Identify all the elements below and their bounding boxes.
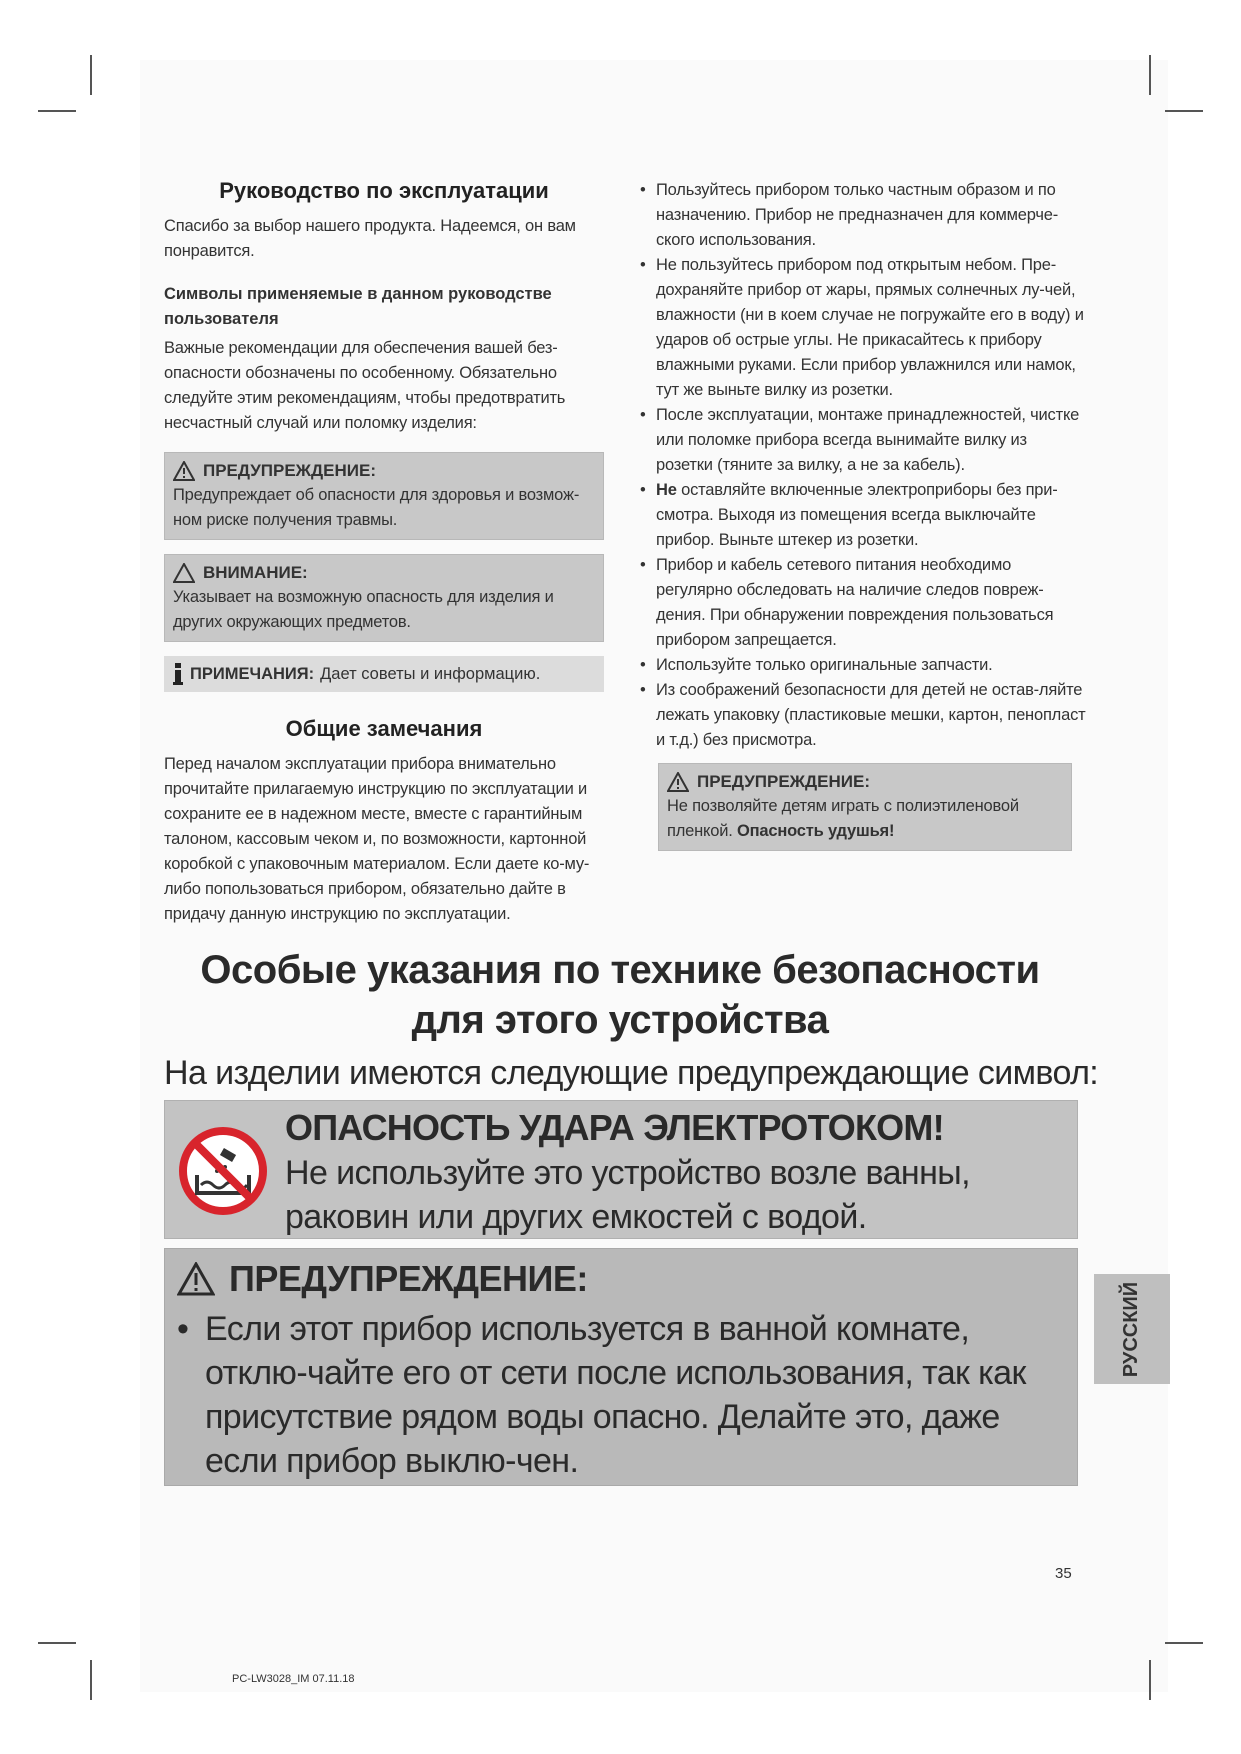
crop-mark xyxy=(90,55,92,95)
note-text: Дает советы и информацию. xyxy=(320,665,541,683)
safety-title-line2: для этого устройства xyxy=(411,998,829,1042)
warning-text-main: Не позволяйте детям играть с полиэтиленовой пленкой. xyxy=(667,797,1019,840)
crop-mark xyxy=(38,110,76,112)
manual-title: Руководство по эксплуатации xyxy=(219,178,549,203)
warning-triangle-icon xyxy=(667,772,689,792)
bullet-text: оставляйте включенные электроприборы без при-смотра. Выходя из помещения всегда выключайте прибор. Выньте штекер из розетки. xyxy=(656,481,1058,549)
language-label: РУССКИЙ xyxy=(1120,1281,1143,1377)
warning-title: ПРЕДУПРЕЖДЕНИЕ: xyxy=(203,461,376,480)
crop-mark xyxy=(38,1642,76,1644)
warning-title: ПРЕДУПРЕЖДЕНИЕ: xyxy=(229,1258,588,1299)
warning-text xyxy=(667,794,1063,844)
list-item xyxy=(636,478,1086,553)
crop-mark xyxy=(1149,55,1151,95)
safety-title xyxy=(160,945,1080,1045)
list-item: • Из соображений безопасности для детей не остав-ляйте лежать упаковку (пластиковые мешки, картон, пенопласт и т.д.) без присмотра. xyxy=(636,678,1086,753)
caution-text: Указывает на возможную опасность для изделия и других окружающих предметов. xyxy=(173,588,554,631)
warning-triangle-icon xyxy=(177,1262,215,1296)
caution-triangle-icon xyxy=(173,563,195,583)
warning-title: ПРЕДУПРЕЖДЕНИЕ: xyxy=(697,772,870,791)
caution-title: ВНИМАНИЕ: xyxy=(203,563,308,582)
shock-title: ОПАСНОСТЬ УДАРА ЭЛЕКТРОТОКОМ! xyxy=(285,1107,944,1148)
warning-text-bold: Опасность удушья! xyxy=(737,822,895,840)
note-box xyxy=(164,656,604,692)
list-item: • Прибор и кабель сетевого питания необходимо регулярно обследовать на наличие следов повреж-дения. При обнаружении повреждения пользоваться прибором запрещается. xyxy=(636,553,1086,653)
crop-mark xyxy=(1165,1642,1203,1644)
symbols-heading: Символы применяемые в данном руководстве пользователя xyxy=(164,285,552,328)
list-item: • Пользуйтесь прибором только частным образом и по назначению. Прибор не предназначен для коммерче-ского использования. xyxy=(636,178,1086,253)
child-warning-box xyxy=(658,763,1072,851)
shock-text: Не используйте это устройство возле ванны, раковин или других емкостей с водой. xyxy=(285,1154,970,1236)
intro-text: Спасибо за выбор нашего продукта. Надеемся, он вам понравится. xyxy=(164,217,576,260)
left-column xyxy=(164,178,604,927)
no-water-icon xyxy=(177,1125,269,1217)
general-text: Перед началом эксплуатации прибора внимательно прочитайте прилагаемую инструкцию по эксплуатации и сохраните ее в надежном месте, вместе с гарантийным талоном, кассовым чеком и, по возможности, картонной коробкой с упаковочным материалом. Если даете ко-му-либо попользоваться прибором, обязательно дайте в придачу данную инструкцию по эксплуатации. xyxy=(164,755,590,923)
footer-code: PC-LW3028_IM 07.11.18 xyxy=(232,1673,355,1685)
crop-mark xyxy=(1149,1660,1151,1700)
warning-box xyxy=(164,452,604,540)
caution-box xyxy=(164,554,604,642)
crop-mark xyxy=(1165,110,1203,112)
bold-word: Не xyxy=(656,481,677,499)
language-tab xyxy=(1094,1274,1170,1384)
list-item: • После эксплуатации, монтаже принадлежностей, чистке или поломке прибора всегда вынимайте вилку из розетки (тяните за вилку, а не за кабель). xyxy=(636,403,1086,478)
safety-lead: На изделии имеются следующие предупреждающие символ: xyxy=(164,1054,1099,1092)
list-item: • Не пользуйтесь прибором под открытым небом. Пре-дохраняйте прибор от жары, прямых солнечных лу-чей, влажности (ни в коем случае не погружайте его в воду) и ударов об острые углы. Не прикасайтесь к прибору влажными руками. Если прибор увлажнился или намок, тут же выньте вилку из розетки. xyxy=(636,253,1086,403)
info-icon xyxy=(172,663,184,685)
warning-text: Предупреждает об опасности для здоровья и возмож-ном риске получения травмы. xyxy=(173,486,580,529)
safety-bullet-list xyxy=(636,178,1086,753)
warning-text: • Если этот прибор используется в ванной комнате, отклю-чайте его от сети после использования, так как присутствие рядом воды опасно. Делайте это, даже если прибор выклю-чен. xyxy=(205,1307,1065,1483)
list-item: • Используйте только оригинальные запчасти. xyxy=(636,653,1086,678)
crop-mark xyxy=(90,1660,92,1700)
warning-triangle-icon xyxy=(173,461,195,481)
electric-shock-box xyxy=(164,1100,1078,1239)
symbols-text: Важные рекомендации для обеспечения вашей без-опасности обозначены по особенному. Обязательно следуйте этим рекомендациям, чтобы предотвратить несчастный случай или поломку изделия: xyxy=(164,339,566,432)
bathroom-warning-box xyxy=(164,1248,1078,1486)
right-column xyxy=(636,178,1086,865)
page-number: 35 xyxy=(1055,1565,1072,1582)
note-label: ПРИМЕЧАНИЯ: xyxy=(190,665,315,683)
safety-title-line1: Особые указания по технике безопасности xyxy=(200,948,1040,992)
general-title: Общие замечания xyxy=(285,716,483,741)
